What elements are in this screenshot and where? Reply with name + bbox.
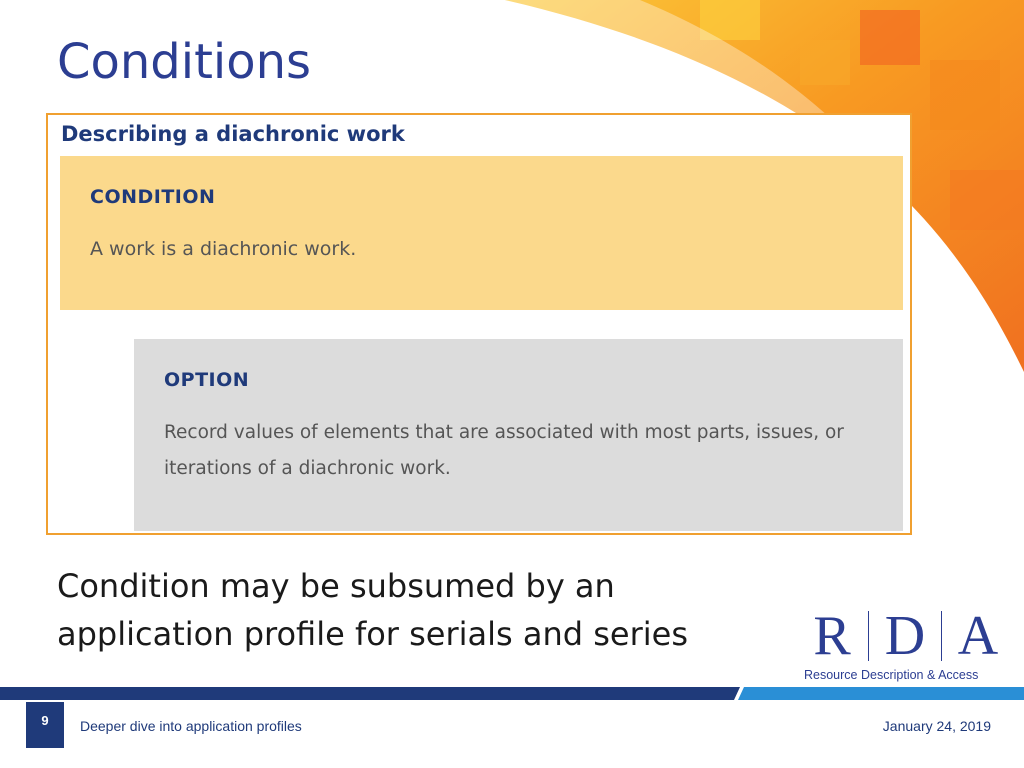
logo-letter: R [813, 605, 851, 667]
rda-logo-letters [806, 606, 1004, 666]
corner-tile [950, 170, 1024, 230]
rda-logo [800, 606, 1010, 686]
rda-excerpt-frame [46, 113, 912, 535]
condition-text: A work is a diachronic work. [90, 238, 357, 260]
option-label: OPTION [164, 369, 250, 391]
logo-letter: A [957, 605, 999, 667]
footer-bar-navy [0, 687, 740, 700]
excerpt-heading: Describing a diachronic work [61, 122, 405, 146]
footer-title: Deeper dive into application profiles [80, 718, 302, 734]
corner-tile [800, 40, 850, 85]
slide-body-text: Condition may be subsumed by an application profile for serials and series [57, 567, 688, 653]
logo-divider [868, 611, 869, 661]
corner-tile [860, 10, 920, 65]
footer-bar-light [738, 687, 1024, 700]
footer-date: January 24, 2019 [882, 718, 991, 734]
option-box [134, 339, 903, 531]
logo-divider [941, 611, 942, 661]
slide-title: Conditions [57, 34, 312, 90]
logo-caption: Resource Description & Access [804, 668, 979, 682]
logo-letter: D [884, 605, 926, 667]
condition-box [60, 156, 903, 310]
corner-tile [930, 60, 1000, 130]
page-number: 9 [26, 702, 64, 748]
condition-label: CONDITION [90, 186, 216, 208]
option-text: Record values of elements that are associated with most parts, issues, or iterations of a diachronic work. [164, 422, 844, 479]
